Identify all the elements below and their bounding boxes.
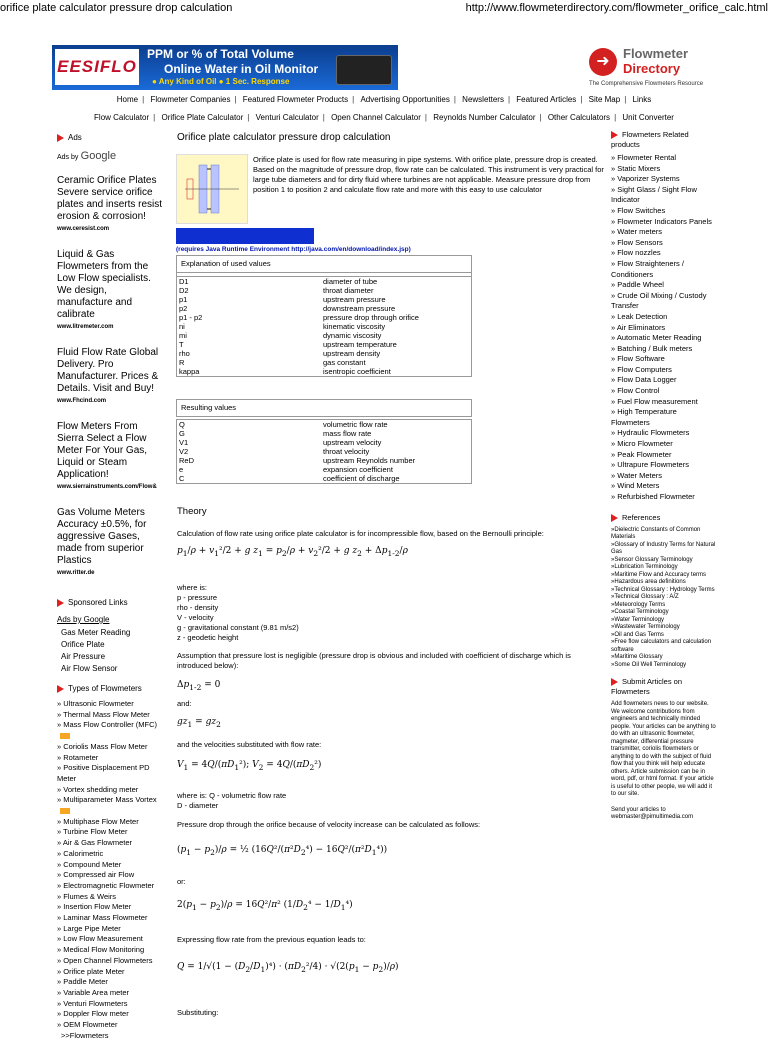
type-link[interactable]: >>Flowmeters [61,1030,109,1040]
reference-link[interactable]: »Lubrication Terminology [611,564,678,571]
orifice-diagram [176,154,248,224]
ad-gas-volume[interactable]: Gas Volume Meters Accuracy ±0.5%, for aggressive Gases, made from superior Plastics www.ritter.de [57,507,147,576]
reference-link[interactable]: »Glossary of Industry Terms for Natural Gas [611,541,716,556]
nav-advertising[interactable]: Advertising Opportunities [360,95,450,104]
and-label: and: [177,699,192,708]
table-row: T upstream temperature [179,340,397,349]
where-q: where is: Q - volumetric flow rate [177,791,287,800]
reference-link[interactable]: »Technical Glossary : A/Z [611,594,679,601]
result-values-body [176,419,472,484]
reference-link[interactable]: »Some Oil Well Terminology [611,661,687,668]
type-link[interactable]: » Open Channel Flowmeters [57,955,153,965]
banner-line1: PPM or % of Total Volume [147,47,294,61]
related-link[interactable]: » Water Meters [611,470,662,480]
related-link[interactable]: » Fuel Flow measurement [611,396,698,406]
theory-text-2: Assumption that pressure lost is negligible (pressure drop is obvious and included with coefficient of discharge which is introduced below): [177,651,571,670]
nav-reynolds-calculator[interactable]: Reynolds Number Calculator [433,113,536,122]
reference-link[interactable]: »Wastewater Terminology [611,624,680,631]
related-link[interactable]: » Paddle Wheel [611,280,664,290]
result-values-table [176,399,472,417]
related-link[interactable]: » Micro Flowmeter [611,439,673,449]
type-link[interactable]: » Variable Area meter [57,987,129,997]
new-badge [60,733,70,739]
nav-unit-converter[interactable]: Unit Converter [622,113,674,122]
type-link[interactable]: » Ultrasonic Flowmeter [57,699,134,708]
where-d: D - diameter [177,801,219,810]
arrow-icon [611,514,618,522]
left-column [57,132,165,1042]
arrow-icon [611,131,618,139]
java-requirement-link[interactable]: (requires Java Runtime Environment http://java.com/en/download/index.jsp) [176,246,411,253]
table-row: R gas constant [179,358,366,367]
used-values-header: Explanation of used values [177,256,472,273]
related-heading: Flowmeters Related products [611,130,689,149]
type-link[interactable]: » Air & Gas Flowmeter [57,838,133,848]
nav-newsletters[interactable]: Newsletters [462,95,504,104]
type-link[interactable]: » Multiparameter Mass Vortex [57,795,165,816]
related-link[interactable]: » Crude Oil Mixing / Custody Transfer [611,290,707,311]
used-values-body [176,276,472,377]
related-link[interactable]: » Automatic Meter Reading [611,333,702,343]
nav-other-calculators[interactable]: Other Calculators [547,113,611,122]
eesiflo-logo: EESIFLO [55,49,139,85]
pressure-loss-equation: $\Delta p_{1-2} = 0$ [177,680,221,692]
nav-home[interactable]: Home [116,95,139,104]
arrow-icon [57,134,64,142]
ads-heading: Ads [57,132,165,143]
table-row: D1 diameter of tube [179,277,378,286]
type-link[interactable]: » Flumes & Weirs [57,891,117,901]
related-link[interactable]: » Flow Software [611,354,665,364]
print-header [0,2,768,16]
nav-links[interactable]: Links [632,95,652,104]
related-link[interactable]: » Flow Sensors [611,237,663,247]
related-link[interactable]: » Air Eliminators [611,322,666,332]
nav-companies[interactable]: Flowmeter Companies [150,95,231,104]
table-row: ni kinematic viscosity [179,322,386,331]
result-values-header: Resulting values [177,400,472,417]
related-link[interactable]: » Peak Flowmeter [611,449,672,459]
reference-link[interactable]: »Hazardous area definitions [611,579,686,586]
related-link[interactable]: » Flow Switches [611,205,666,215]
arrow-icon [57,599,64,607]
reference-link[interactable]: »Technical Glossary : Hydrology Terms [611,586,715,593]
intro-text: Orifice plate is used for flow rate measuring in pipe systems. With orifice plate, pressure drop is created. Based on the magnitude of pressure drop, flow rate can be calculated. This instrument is very practical for large tube diameters and for dirty fluid where turbines are not applicable. Measure pressure drop from position 1 to position 2 and calculate flow rate and more with this easy to use calculator [253,155,604,194]
type-link[interactable]: » OEM Flowmeter [57,1020,118,1030]
type-link[interactable]: » Compound Meter [57,859,122,869]
site-logo[interactable] [587,46,712,88]
new-badge [60,808,70,814]
related-link[interactable]: » Static Mixers [611,163,661,173]
bernoulli-equation: $p_1/\rho + v_1^2/2 + g$ $z_1 = p_2/\rho + v_2^2/2 + g$ $z_2 + \Delta p_{1-2}/\rho$ [177,546,408,558]
theory-text-5: Expressing flow rate from the previous equation leads to: [177,935,366,944]
related-link[interactable]: » Flow Computers [611,364,672,374]
logo-line1: Flowmeter [623,46,689,61]
type-link[interactable]: » Venturi Flowmeters [57,998,128,1008]
theory-text-3: and the velocities substituted with flow rate: [177,740,322,749]
page-title: Orifice plate calculator pressure drop calculation [177,132,391,143]
sponsored-link[interactable]: Air Pressure [61,652,106,661]
type-link[interactable]: » Thermal Mass Flow Meter [57,709,150,719]
related-link[interactable]: » Wind Meters [611,481,660,491]
where-label: where is: [177,583,208,592]
table-row: V1 upstream velocity [179,438,382,447]
pressure-drop-equation-2: $2(p_1 - p_2)/\rho = 16Q^2/\pi^2$ $(1/D_2^4 - 1/D_1^4)$ [177,900,353,912]
reference-link[interactable]: »Dielectric Constants of Common Materials [611,526,701,541]
theory-text-4: Pressure drop through the orifice because of velocity increase can be calculated as follows: [177,820,481,829]
print-url[interactable]: http://www.flowmeterdirectory.com/flowmeter_orifice_calc.html [465,2,768,14]
arrow-icon [57,685,64,693]
ad-liquid-gas[interactable]: Liquid & Gas Flowmeters from the Low Flow specialists. We design, manufacture and calibrate www.litremeter.com [57,249,151,330]
type-link[interactable]: » Insertion Flow Meter [57,902,132,912]
related-link[interactable]: » Sight Glass / Sight Flow Indicator [611,184,697,205]
table-row: p1 - p2 pressure drop through orifice [179,313,419,322]
logo-tagline: The Comprehensive Flowmeters Resource [589,81,704,87]
ad-fluid-flow[interactable]: Fluid Flow Rate Global Delivery. Pro Manufacturer. Prices & Details. Visit and Buy! www.Fhcind.com [57,347,159,404]
related-link[interactable]: » Flow Control [611,386,660,396]
related-link[interactable]: » Flow Data Logger [611,375,677,385]
table-row: e expansion coefficient [179,465,393,474]
type-link[interactable]: » Paddle Meter [57,977,108,987]
related-link[interactable]: » Vaporizer Systems [611,174,680,184]
ads-by-google-link[interactable]: Ads by Google [57,615,110,624]
ads-by-google[interactable]: Ads by Google [57,150,117,162]
logo-line2: Directory [623,61,681,76]
nav-open-channel-calculator[interactable]: Open Channel Calculator [331,113,421,122]
submit-text: Add flowmeters news to our website. We welcome contributions from engineers and technically minded people. Your articles can be anything to do with an ultrasonic flowmeter, magmeter, differential pressure transmitter, coriolis flowmeters or anything to do with the subject of fluid flow that you think will help educate others. Article submission can be in word, pdf, or html format. If your article is useful to other people, we will add it to our site. [611,701,716,798]
reference-link[interactable]: »Oil and Gas Terms [611,631,664,638]
related-link[interactable]: » Leak Detection [611,311,668,321]
table-row: mi dynamic viscosity [179,331,382,340]
sponsored-link[interactable]: Air Flow Sensor [61,664,118,673]
main-nav: Home | Flowmeter Companies | Featured Flowmeter Products | Advertising Opportunities | Newsletters | Featured Articles | Site Map | Links [116,95,652,104]
reference-link[interactable]: »Maritime Flow and Accuracy terms [611,571,707,578]
sponsored-link[interactable]: Orifice Plate [61,640,105,649]
related-link[interactable]: » Ultrapure Flowmeters [611,460,689,470]
send-articles-text[interactable]: Send your articles to webmaster@pimultimedia.com [611,806,694,821]
banner-line3: ● Any Kind of Oil ● 1 Sec. Response [152,77,290,86]
type-link[interactable]: » Mass Flow Controller (MFC) [57,720,165,741]
sponsored-link[interactable]: Gas Meter Reading [61,628,131,637]
right-column [611,130,716,822]
table-row: rho upstream density [179,349,381,358]
nav-featured-products[interactable]: Featured Flowmeter Products [242,95,349,104]
nav-venturi-calculator[interactable]: Venturi Calculator [255,113,319,122]
related-link[interactable]: » Batching / Bulk meters [611,343,693,353]
type-link[interactable]: » Orifice plate Meter [57,966,125,976]
related-link[interactable]: » High Temperature Flowmeters [611,407,677,427]
table-row: p2 downstream pressure [179,304,396,313]
ad-sierra[interactable]: Flow Meters From Sierra Select a Flow Meter For Your Gas, Liquid or Steam Application! www.sierrainstruments.com/Flow& [57,421,157,490]
type-link[interactable]: » Rotameter [57,752,99,762]
table-row: p1 upstream pressure [179,295,386,304]
type-link[interactable]: » Calorimetric [57,848,104,858]
sponsored-heading: Sponsored Links [57,597,165,608]
device-image [336,55,392,85]
reference-link[interactable]: »Free flow calculators and calculation software [611,639,712,653]
arrow-icon [611,678,618,686]
table-row: G mass flow rate [179,429,372,438]
type-link[interactable]: » Multiphase Flow Meter [57,816,139,826]
nav-featured-articles[interactable]: Featured Articles [516,95,577,104]
theory-heading: Theory [177,506,207,517]
theory-text-1: Calculation of flow rate using orifice plate calculator is for incompressible flow, based on the Bernoulli principle: [177,529,544,538]
related-link[interactable]: » Flow Straighteners / Conditioners [611,258,684,279]
submit-heading: Submit Articles on Flowmeters [611,677,683,697]
table-row: D2 throat diameter [179,286,374,295]
related-link[interactable]: » Hydraulic Flowmeters [611,428,690,438]
flow-rate-equation: $Q = 1/√(1 - (D_2/D_1)^4) \cdot (\pi D_2^2/4) \cdot √(2(p_1 - p_2)/\rho)$ [177,962,399,974]
used-values-table [176,255,472,277]
substituting-label: Substituting: [177,1008,219,1017]
nav-flow-calculator[interactable]: Flow Calculator [94,113,150,122]
related-link[interactable]: » Refurbished Flowmeter [611,492,695,501]
reference-link[interactable]: »Maritime Glossary [611,654,663,661]
arrow-icon: ➜ [589,48,617,76]
type-link[interactable]: » Vortex shedding meter [57,784,139,794]
type-link[interactable]: » Coriolis Mass Flow Meter [57,741,148,751]
type-link[interactable]: » Low Flow Measurement [57,934,143,944]
nav-orifice-calculator[interactable]: Orifice Plate Calculator [161,113,244,122]
table-row: kappa isentropic coefficient [179,367,391,376]
type-link[interactable]: » Turbine Flow Meter [57,827,128,837]
related-link[interactable]: » Flowmeter Rental [611,153,677,162]
reference-link[interactable]: »Sensor Glossary Terminology [611,556,693,563]
velocity-equation: $V_1 = 4Q/(\pi D_1^2)$; $V_2 = 4Q/(\pi D_2^2)$ [177,760,322,772]
height-equation: $gz_1 = gz_2$ [177,717,221,729]
or-label: or: [177,877,186,886]
banner-line2: Online Water in Oil Monitor [164,62,319,76]
type-link[interactable]: » Doppler Flow meter [57,1009,129,1019]
related-link[interactable]: » Flowmeter Indicators Panels [611,216,712,226]
calculator-nav: Flow Calculator | Orifice Plate Calculator | Venturi Calculator | Open Channel Calculator | Reynolds Number Calculator | Other Calculators | Unit Converter [94,113,674,122]
pressure-drop-equation: $(p_1 - p_2)/\rho$ = ½ $(16Q^2/(\pi^2D_2^4) - 16Q^2/(\pi^2D_1^4))$ [177,845,388,857]
definitions: p - pressure rho - density V - velocity g - gravitational constant (9.81 m/s2) z - geodetic height [177,593,299,642]
types-heading: Types of Flowmeters [57,683,165,694]
ad-ceramic[interactable]: Ceramic Orifice Plates Severe service orifice plates and inserts resist erosion & corrosion! www.ceresist.com [57,175,163,232]
banner-ad[interactable] [52,45,398,90]
type-link[interactable]: » Electromagnetic Flowmeter [57,880,155,890]
reference-link[interactable]: »Meteorology Terms [611,601,666,608]
print-title: orifice plate calculator pressure drop calculation [0,2,233,14]
calculator-applet[interactable] [176,228,314,244]
references-heading: References [611,513,716,523]
related-link[interactable]: » Water meters [611,227,662,237]
table-row: V2 throat velocity [179,447,370,456]
type-link[interactable]: » Large Pipe Meter [57,923,121,933]
table-row: Q volumetric flow rate [179,420,388,429]
table-row: ReD upstream Reynolds number [179,456,416,465]
table-row: C coefficient of discharge [179,474,400,483]
reference-link[interactable]: »Water Terminology [611,616,665,623]
type-link[interactable]: » Laminar Mass Flowmeter [57,913,148,923]
related-link[interactable]: » Flow nozzles [611,248,661,258]
type-link[interactable]: » Positive Displacement PD Meter [57,763,150,783]
type-link[interactable]: » Medical Flow Monitoring [57,945,145,955]
type-link[interactable]: » Compressed air Flow [57,870,135,880]
reference-link[interactable]: »Coastal Terminology [611,609,669,616]
nav-site-map[interactable]: Site Map [588,95,621,104]
